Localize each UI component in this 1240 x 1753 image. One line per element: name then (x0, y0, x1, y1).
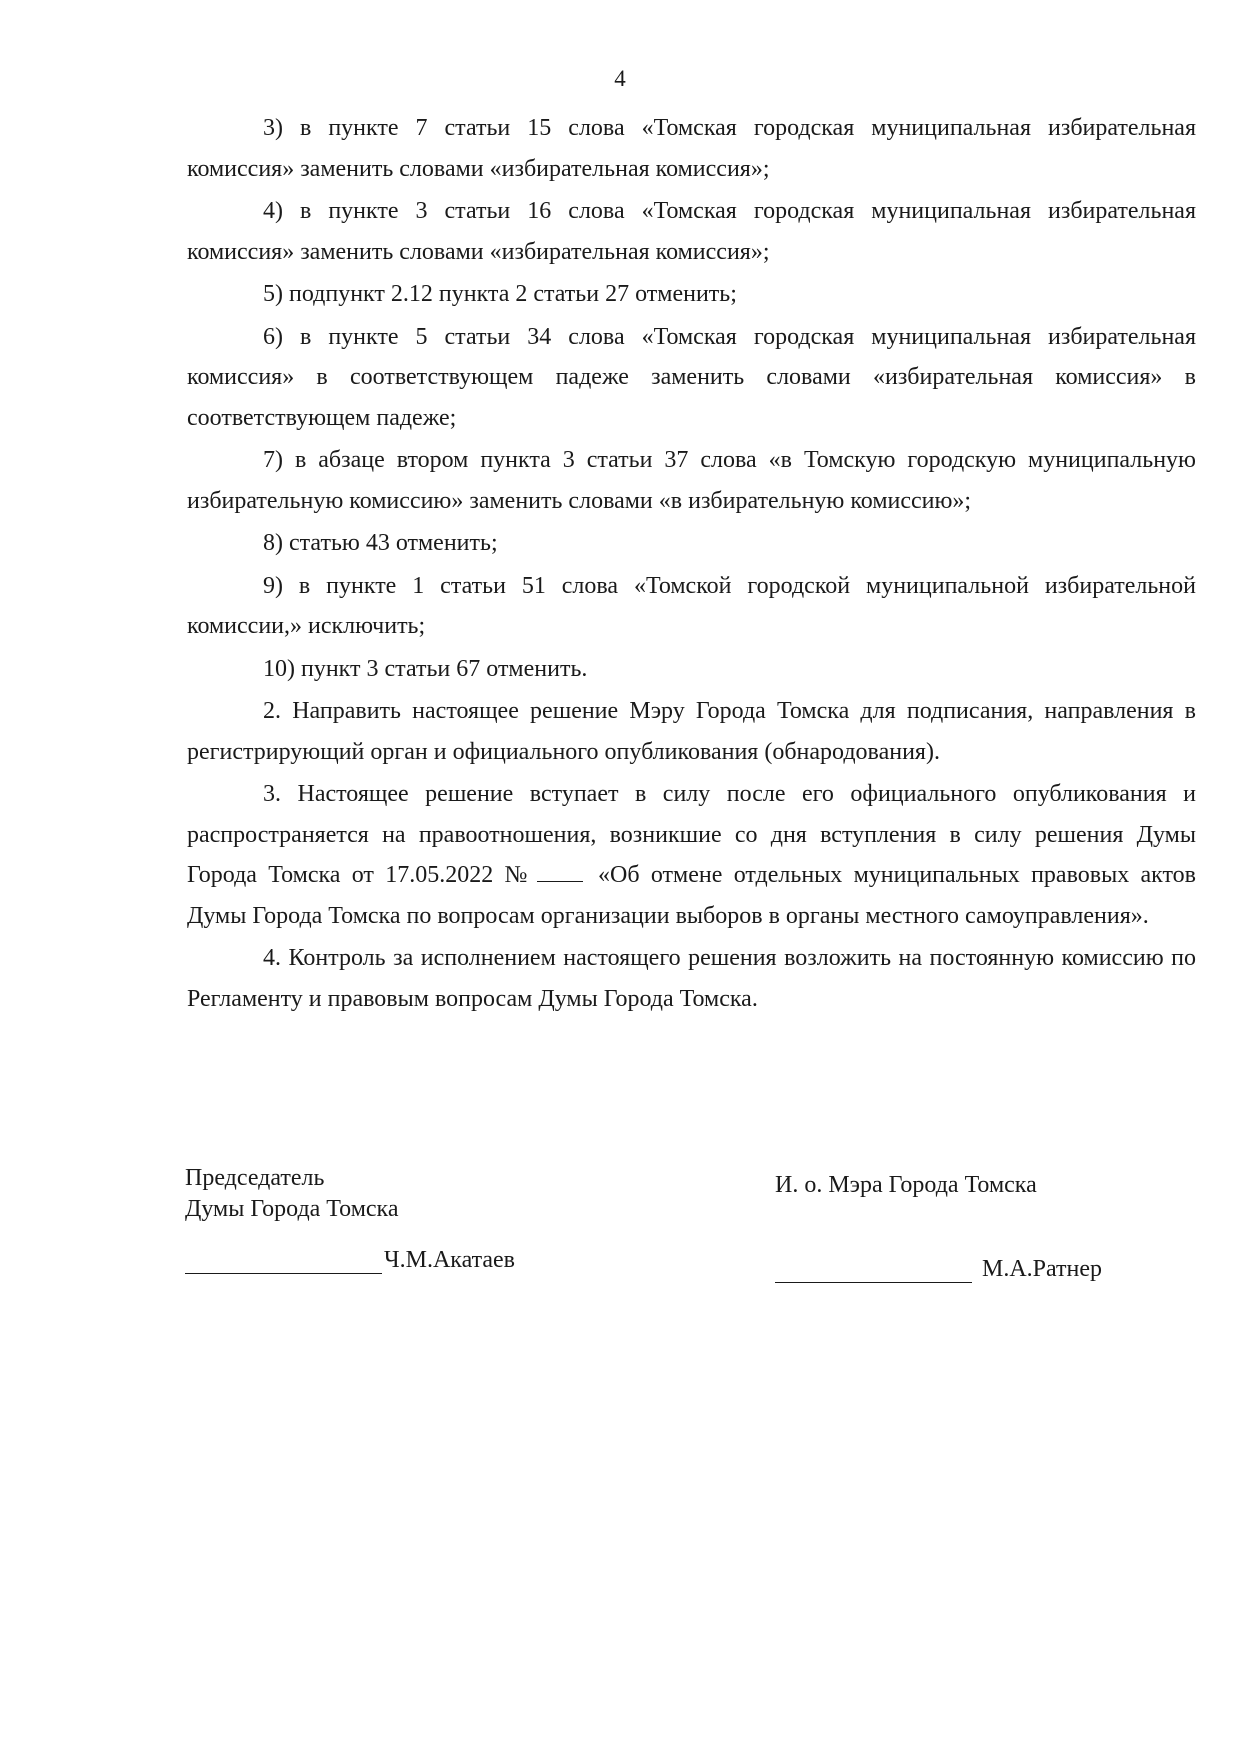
signer-title-line2: Думы Города Томска (185, 1196, 399, 1222)
signature-line-right (775, 1256, 1102, 1283)
paragraph-item-3: 3) в пункте 7 статьи 15 слова «Томская городская муниципальная избирательная комиссия» заменить словами «избирательная комиссия»; (187, 115, 1196, 182)
paragraph-item-9: 9) в пункте 1 статьи 51 слова «Томской городской муниципальной избирательной комиссии,» исключить; (187, 572, 1196, 639)
paragraph-3-part3: в органы местного самоуправления». (768, 902, 1149, 929)
signature-underline (185, 1249, 382, 1274)
paragraph-item-4: 4) в пункте 3 статьи 16 слова «Томская городская муниципальная избирательная комиссия» заменить словами «избирательная комиссия»; (187, 198, 1196, 265)
paragraph-3-part1: 3. Настоящее решение вступает в силу после его официального опубликования и распространяется на правоотношения, возникшие со дня вступления в силу решения Думы Города Томска от 17.05.2022 № (187, 781, 1196, 888)
paragraph-4: 4. Контроль за исполнением настоящего решения возложить на постоянную комиссию по Регламенту и правовым вопросам Думы Города Томска. (187, 945, 1196, 1012)
page-number: 4 (614, 66, 626, 91)
signature-line-left (185, 1247, 515, 1274)
paragraph-3-part2: «Об отмене отдельных муниципальных правовых актов Думы Города Томска по вопросам организации выборов (187, 862, 1196, 929)
paragraph-item-7: 7) в абзаце втором пункта 3 статьи 37 слова «в Томскую городскую муниципальную избирательную комиссию» заменить словами «в избирательную комиссию»; (187, 447, 1196, 514)
signature-block-left (185, 1163, 399, 1225)
paragraph-item-6: 6) в пункте 5 статьи 34 слова «Томская городская муниципальная избирательная комиссия» в соответствующем падеже заменить словами «избирательная комиссия» в соответствующем падеже; (187, 323, 1196, 431)
signer-name-right: М.А.Ратнер (982, 1256, 1103, 1282)
blank-number-line (537, 861, 583, 882)
paragraph-3 (187, 774, 1196, 936)
signature-underline (775, 1258, 972, 1283)
signer-title-line1: Председатель (185, 1165, 325, 1191)
paragraph-2: 2. Направить настоящее решение Мэру Города Томска для подписания, направления в регистрирующий орган и официального опубликования (обнародования). (187, 698, 1196, 765)
paragraph-item-10: 10) пункт 3 статьи 67 отменить. (263, 655, 588, 682)
signer-title-right: И. о. Мэра Города Томска (775, 1172, 1037, 1198)
paragraph-item-8: 8) статью 43 отменить; (263, 530, 498, 556)
signer-name-left: Ч.М.Акатаев (384, 1247, 516, 1273)
document-body (187, 108, 1196, 1021)
paragraph-item-5: 5) подпункт 2.12 пункта 2 статьи 27 отменить; (263, 281, 737, 307)
signature-block-right (775, 1170, 1037, 1201)
